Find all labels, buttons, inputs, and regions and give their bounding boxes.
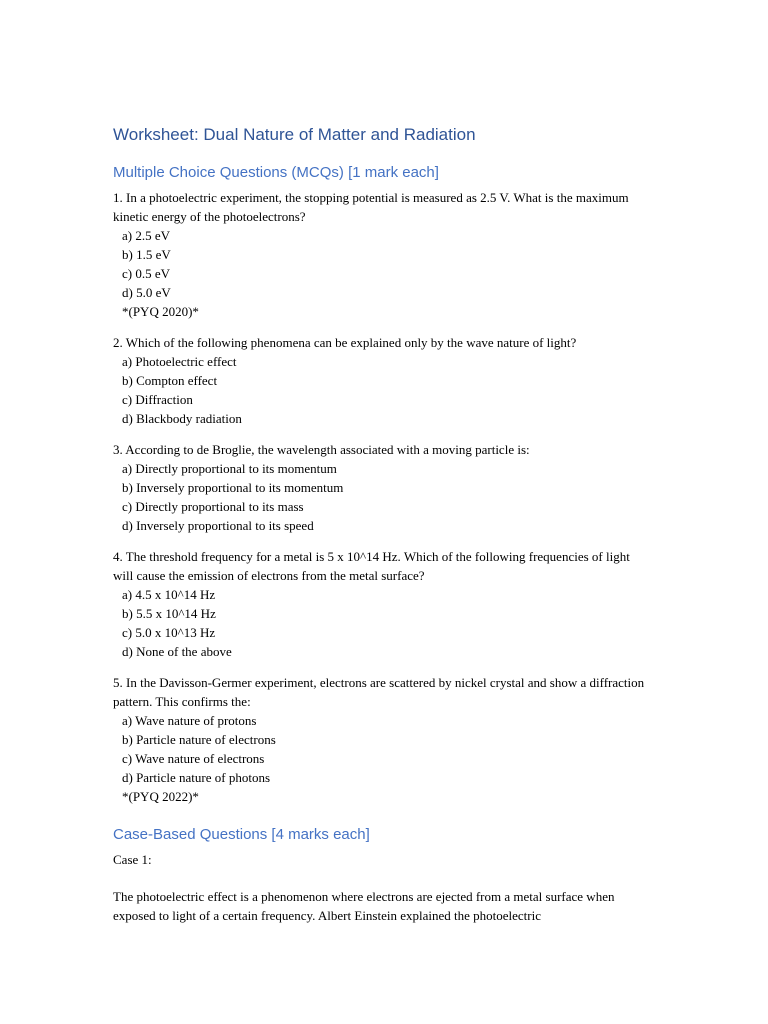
question-text: 2. Which of the following phenomena can be explained only by the wave nature of light? bbox=[113, 335, 577, 350]
question-option: d) Inversely proportional to its speed bbox=[122, 518, 314, 533]
question-option: c) Diffraction bbox=[122, 392, 193, 407]
question-2 bbox=[113, 333, 653, 428]
question-option: b) 1.5 eV bbox=[122, 247, 171, 262]
question-option: c) 0.5 eV bbox=[122, 266, 171, 281]
question-option: b) Particle nature of electrons bbox=[122, 732, 276, 747]
question-source-note: *(PYQ 2020)* bbox=[122, 304, 199, 319]
question-option: c) Directly proportional to its mass bbox=[122, 499, 304, 514]
question-option: a) Photoelectric effect bbox=[122, 354, 237, 369]
question-5 bbox=[113, 673, 653, 806]
worksheet-page bbox=[113, 122, 653, 925]
page-title: Worksheet: Dual Nature of Matter and Radiation bbox=[113, 125, 476, 144]
question-option: a) 4.5 x 10^14 Hz bbox=[122, 587, 216, 602]
question-option: b) Compton effect bbox=[122, 373, 218, 388]
question-option: d) Particle nature of photons bbox=[122, 770, 271, 785]
question-3 bbox=[113, 440, 653, 535]
question-option: a) Wave nature of protons bbox=[122, 713, 257, 728]
mcq-section-heading: Multiple Choice Questions (MCQs) [1 mark each] bbox=[113, 164, 439, 181]
question-1 bbox=[113, 188, 653, 321]
question-text: 1. In a photoelectric experiment, the stopping potential is measured as 2.5 V. What is the maximum kinetic energy of the photoelectrons? bbox=[113, 190, 629, 224]
question-text: 4. The threshold frequency for a metal is 5 x 10^14 Hz. Which of the following frequencies of light will cause the emission of electrons from the metal surface? bbox=[113, 549, 630, 583]
case-paragraph: The photoelectric effect is a phenomenon where electrons are ejected from a metal surface when exposed to light of a certain frequency. Albert Einstein explained the photoelectric bbox=[113, 889, 615, 923]
question-option: b) 5.5 x 10^14 Hz bbox=[122, 606, 216, 621]
question-option: c) 5.0 x 10^13 Hz bbox=[122, 625, 216, 640]
question-source-note: *(PYQ 2022)* bbox=[122, 789, 199, 804]
question-option: c) Wave nature of electrons bbox=[122, 751, 265, 766]
question-text: 5. In the Davisson-Germer experiment, electrons are scattered by nickel crystal and show a diffraction pattern. This confirms the: bbox=[113, 675, 645, 709]
question-option: a) 2.5 eV bbox=[122, 228, 171, 243]
question-4 bbox=[113, 547, 653, 661]
question-option: d) None of the above bbox=[122, 644, 232, 659]
case-label: Case 1: bbox=[113, 852, 152, 867]
question-option: d) 5.0 eV bbox=[122, 285, 171, 300]
case-section-heading: Case-Based Questions [4 marks each] bbox=[113, 826, 370, 843]
question-option: a) Directly proportional to its momentum bbox=[122, 461, 337, 476]
question-option: d) Blackbody radiation bbox=[122, 411, 242, 426]
question-text: 3. According to de Broglie, the wavelength associated with a moving particle is: bbox=[113, 442, 530, 457]
question-option: b) Inversely proportional to its momentum bbox=[122, 480, 344, 495]
